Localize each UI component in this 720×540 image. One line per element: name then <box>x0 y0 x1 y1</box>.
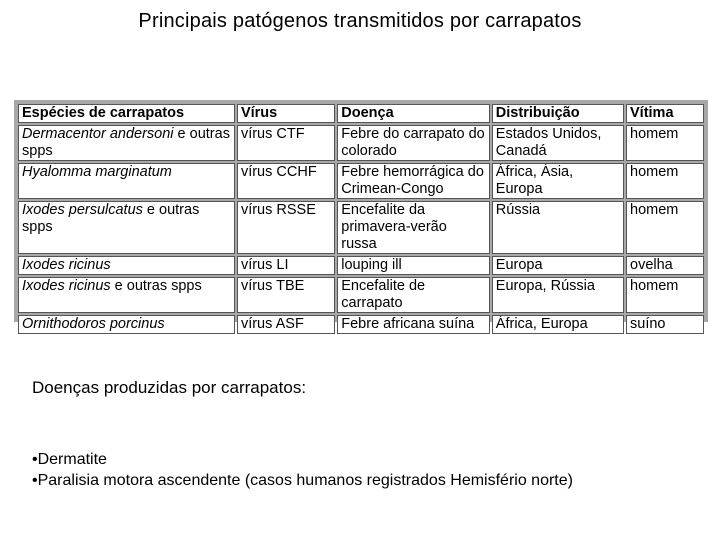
distribution-cell: Europa, Rússia <box>492 277 624 313</box>
column-header-victim: Vítima <box>626 104 704 123</box>
species-cell <box>18 315 235 334</box>
victim-cell: ovelha <box>626 256 704 275</box>
distribution-cell: África, Europa <box>492 315 624 334</box>
pathogens-table <box>14 100 708 332</box>
species-cell <box>18 256 235 275</box>
bullet-item: •Dermatite <box>32 451 107 468</box>
species-name: Ixodes ricinus <box>22 278 111 294</box>
disease-cell: louping ill <box>337 256 490 275</box>
species-cell <box>18 163 235 199</box>
species-suffix: e outras spps <box>110 278 202 294</box>
species-name: Ixodes ricinus <box>22 257 111 273</box>
column-header-disease: Doença <box>337 104 490 123</box>
bullet-item: •Paralisia motora ascendente (casos humanos registrados Hemisfério norte) <box>32 472 573 489</box>
victim-cell: homem <box>626 125 704 161</box>
disease-cell: Febre africana suína <box>337 315 490 334</box>
victim-cell: homem <box>626 277 704 313</box>
table-row <box>18 125 704 161</box>
virus-cell: vírus CCHF <box>237 163 335 199</box>
disease-cell: Febre hemorrágica do Crimean-Congo <box>337 163 490 199</box>
distribution-cell: África, Ásia, Europa <box>492 163 624 199</box>
disease-cell: Encefalite de carrapato <box>337 277 490 313</box>
species-cell <box>18 277 235 313</box>
species-suffix: e outras spps <box>22 202 200 235</box>
species-name: Ornithodoros porcinus <box>22 316 165 332</box>
species-name: Hyalomma marginatum <box>22 164 172 180</box>
page-title: Principais patógenos transmitidos por carrapatos <box>138 10 582 32</box>
victim-cell: homem <box>626 201 704 254</box>
victim-cell: homem <box>626 163 704 199</box>
species-suffix: e outras spps <box>22 126 230 159</box>
disease-cell: Encefalite da primavera-verão russa <box>337 201 490 254</box>
virus-cell: vírus LI <box>237 256 335 275</box>
victim-cell: suíno <box>626 315 704 334</box>
table-row <box>18 277 704 313</box>
distribution-cell: Estados Unidos, Canadá <box>492 125 624 161</box>
species-cell <box>18 125 235 161</box>
table-header-row <box>18 104 704 123</box>
distribution-cell: Europa <box>492 256 624 275</box>
table-row <box>18 201 704 254</box>
virus-cell: vírus TBE <box>237 277 335 313</box>
disease-cell: Febre do carrapato do colorado <box>337 125 490 161</box>
species-cell <box>18 201 235 254</box>
virus-cell: vírus ASF <box>237 315 335 334</box>
column-header-species: Espécies de carrapatos <box>18 104 235 123</box>
virus-cell: vírus RSSE <box>237 201 335 254</box>
bullet-list <box>32 449 573 491</box>
species-name: Dermacentor andersoni <box>22 126 174 142</box>
species-name: Ixodes persulcatus <box>22 202 143 218</box>
table-row <box>18 315 704 334</box>
column-header-virus: Vírus <box>237 104 335 123</box>
section-heading: Doenças produzidas por carrapatos: <box>32 378 307 397</box>
table-row <box>18 163 704 199</box>
virus-cell: vírus CTF <box>237 125 335 161</box>
table-row <box>18 256 704 275</box>
distribution-cell: Rússia <box>492 201 624 254</box>
column-header-distribution: Distribuição <box>492 104 624 123</box>
